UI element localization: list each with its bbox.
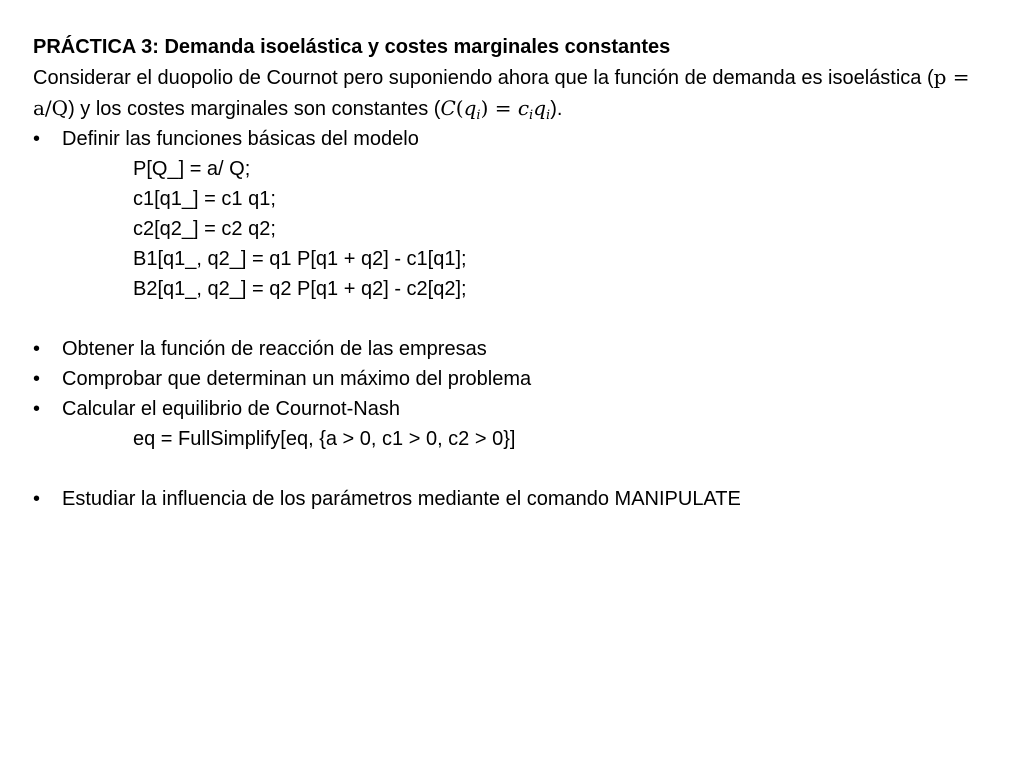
bullet-cournot-nash xyxy=(33,394,984,424)
intro-text-part1: Considerar el duopolio de Cournot pero suponiendo ahora que la función de demanda es isoelástica ( xyxy=(33,67,934,89)
bullet-text: Definir las funciones básicas del modelo xyxy=(62,128,419,150)
bullet-text: Calcular el equilibrio de Cournot-Nash xyxy=(62,398,400,420)
bullet-text: Obtener la función de reacción de las empresas xyxy=(62,338,487,360)
demand-formula: p = a/Q xyxy=(33,65,970,120)
intro-text-part2: ) y los costes marginales son constantes ( xyxy=(68,98,441,120)
code-line: eq = FullSimplify[eq, {a > 0, c1 > 0, c2 > 0}] xyxy=(133,428,516,450)
bullet-define-functions xyxy=(33,124,984,154)
spacer xyxy=(33,454,984,484)
spacer xyxy=(33,304,984,334)
bullet-reaction-function xyxy=(33,334,984,364)
bullet-check-maximum xyxy=(33,364,984,394)
intro-paragraph xyxy=(33,62,984,124)
bullet-dot: • xyxy=(33,488,41,510)
intro-text-part3: ). xyxy=(550,98,563,120)
cost-formula-ci: c xyxy=(517,96,530,120)
cost-formula-open: ( xyxy=(455,96,464,120)
cost-formula xyxy=(440,96,551,123)
cost-formula-q2: q xyxy=(533,96,547,120)
code-line: P[Q_] = a/ Q; xyxy=(133,158,251,180)
bullet-dot: • xyxy=(33,398,41,420)
slide-title: PRÁCTICA 3: Demanda isoelástica y costes marginales constantes xyxy=(33,36,671,58)
code-line: B1[q1_, q2_] = q1 P[q1 + q2] - c1[q1]; xyxy=(133,248,467,270)
code-line: c1[q1_] = c1 q1; xyxy=(133,188,276,210)
bullet-dot: • xyxy=(33,338,41,360)
bullet-dot: • xyxy=(33,128,41,150)
cost-formula-sub-i3: i xyxy=(546,108,551,123)
code-line: B2[q1_, q2_] = q2 P[q1 + q2] - c2[q2]; xyxy=(133,278,467,300)
cost-formula-q: q xyxy=(463,96,477,120)
bullet-manipulate xyxy=(33,484,984,514)
code-line: c2[q2_] = c2 q2; xyxy=(133,218,276,240)
cost-formula-c: C xyxy=(440,96,456,120)
cost-formula-sub-i1: i xyxy=(476,108,481,123)
cost-formula-sub-i2: i xyxy=(529,108,534,123)
cost-formula-close-eq: ) = xyxy=(480,96,518,120)
bullet-dot: • xyxy=(33,368,41,390)
bullet-text: Comprobar que determinan un máximo del problema xyxy=(62,368,532,390)
bullet-text: Estudiar la influencia de los parámetros mediante el comando MANIPULATE xyxy=(62,488,741,510)
